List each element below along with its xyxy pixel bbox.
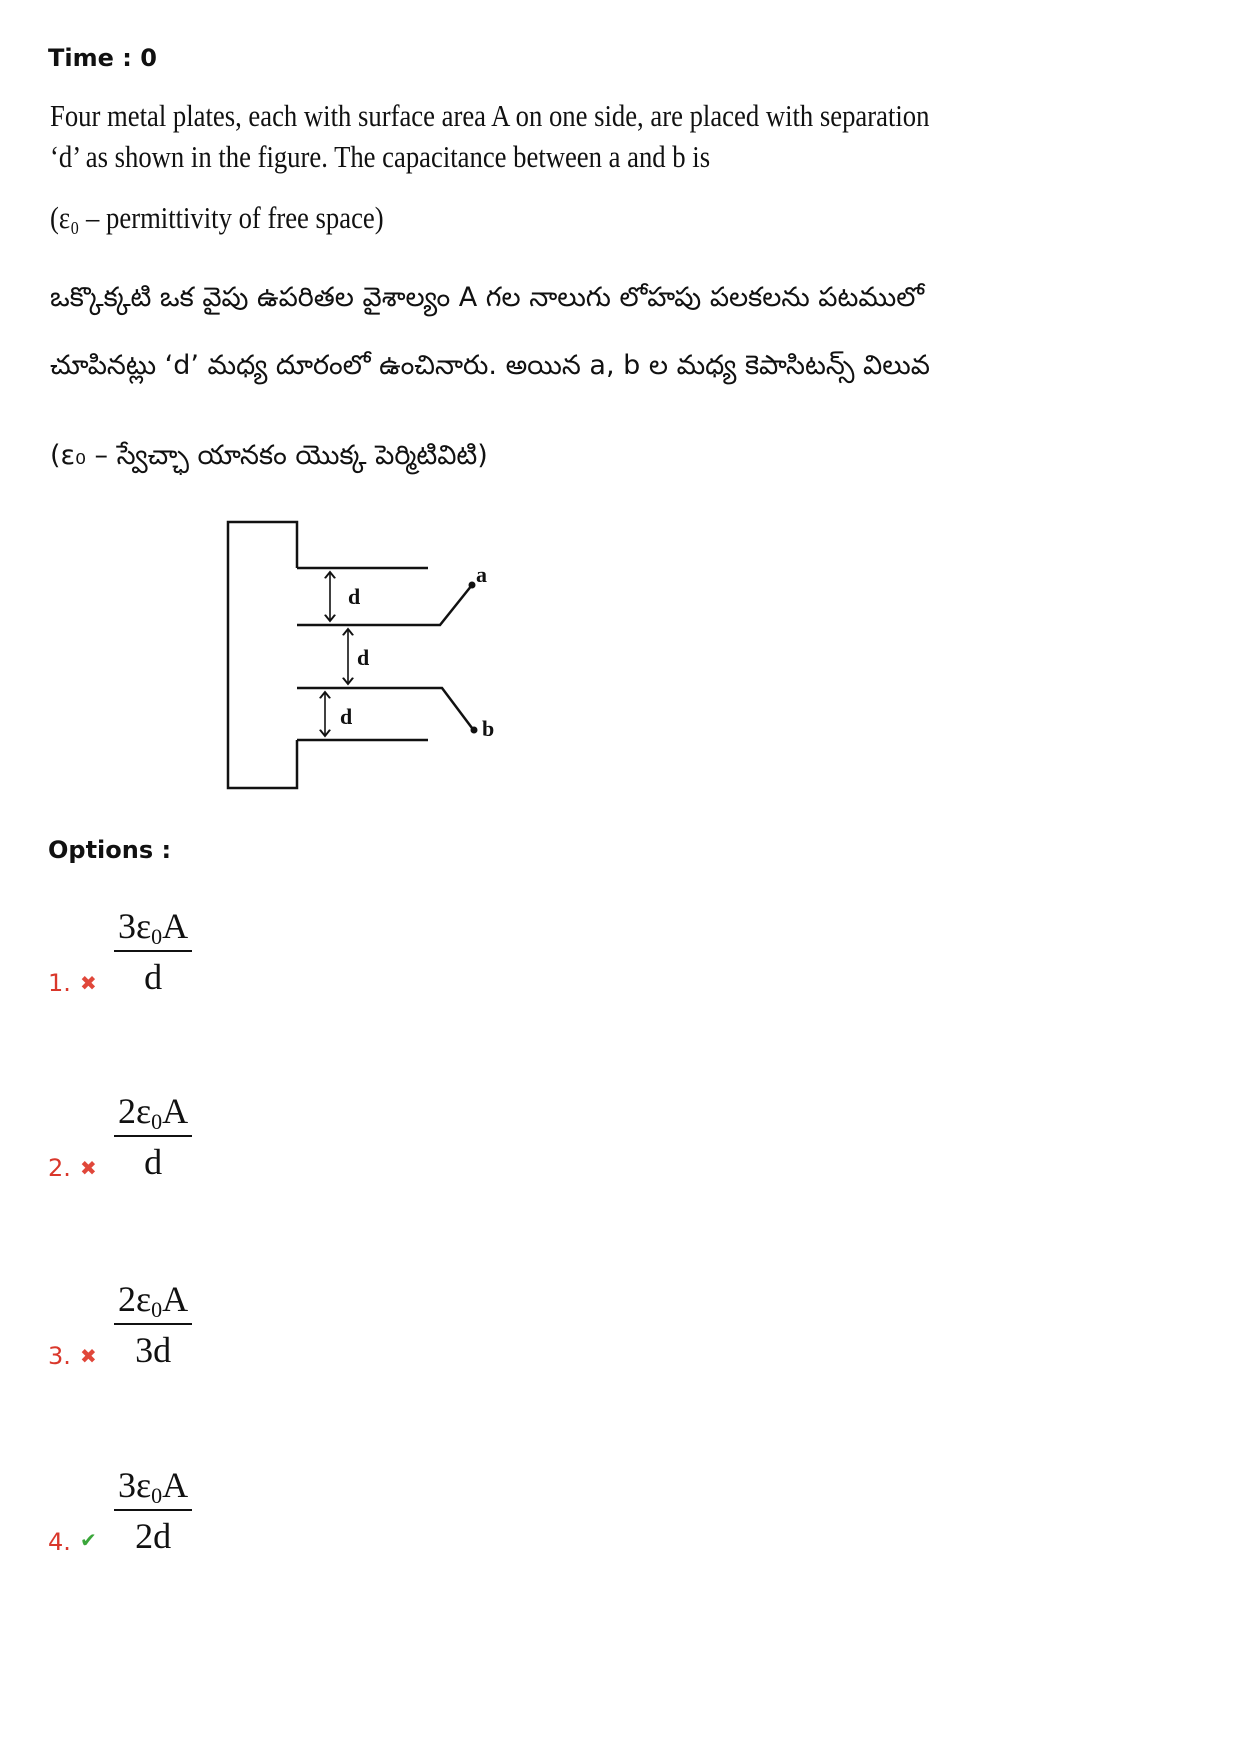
- option-fraction: $\frac{3\varepsilon_0A}{2d}$: [114, 1464, 192, 1557]
- option-2[interactable]: [48, 1090, 348, 1200]
- option-1[interactable]: [48, 905, 348, 1015]
- outer-connector: [228, 522, 297, 788]
- question-telugu-line-2: చూపినట్లు ‘d’ మధ్య దూరంలో ఉంచినారు. అయిన a, b ల మధ్య కెపాసిటన్స్ విలువ: [50, 350, 930, 381]
- option-4[interactable]: [48, 1464, 348, 1574]
- cross-icon: ✖: [80, 971, 97, 995]
- label-b: b: [482, 716, 495, 741]
- option-number: 4.: [48, 1528, 71, 1556]
- capacitor-plates-figure: [0, 0, 1240, 820]
- terminal-b-dot: [471, 727, 478, 734]
- question-english-line-2: ‘d’ as shown in the figure. The capacitance between a and b is: [50, 139, 711, 174]
- option-number: 2.: [48, 1154, 71, 1182]
- label-a: a: [476, 562, 487, 587]
- plate-3: [297, 688, 472, 728]
- option-3[interactable]: [48, 1278, 348, 1388]
- permittivity-note-telugu: (ε₀ – స్వేచ్ఛా యానకం యొక్క పెర్మిటివిటి): [50, 440, 488, 471]
- cross-icon: ✖: [80, 1156, 97, 1180]
- option-number: 1.: [48, 969, 71, 997]
- option-number: 3.: [48, 1342, 71, 1370]
- options-heading: Options :: [48, 836, 172, 864]
- option-fraction: $\frac{2\varepsilon_0A}{3d}$: [114, 1278, 192, 1371]
- label-gap-3: d: [340, 704, 353, 729]
- terminal-a-dot: [469, 582, 476, 589]
- question-english-line-1: Four metal plates, each with surface area A on one side, are placed with separation: [50, 98, 930, 133]
- question-telugu-line-1: ఒక్కొక్కటి ఒక వైపు ఉపరితల వైశాల్యం A గల నాలుగు లోహపు పలకలను పటములో: [50, 282, 925, 313]
- permittivity-note-english: (ε₀ – permittivity of free space): [50, 200, 384, 235]
- label-gap-1: d: [348, 584, 361, 609]
- label-gap-2: d: [357, 645, 370, 670]
- plate-2: [297, 585, 472, 625]
- check-icon: ✔: [80, 1528, 97, 1552]
- option-fraction: $\frac{2\varepsilon_0A}{d}$: [114, 1090, 192, 1183]
- option-fraction: $\frac{3\varepsilon_0A}{d}$: [114, 905, 192, 998]
- timer: Time : 0: [48, 44, 157, 72]
- cross-icon: ✖: [80, 1344, 97, 1368]
